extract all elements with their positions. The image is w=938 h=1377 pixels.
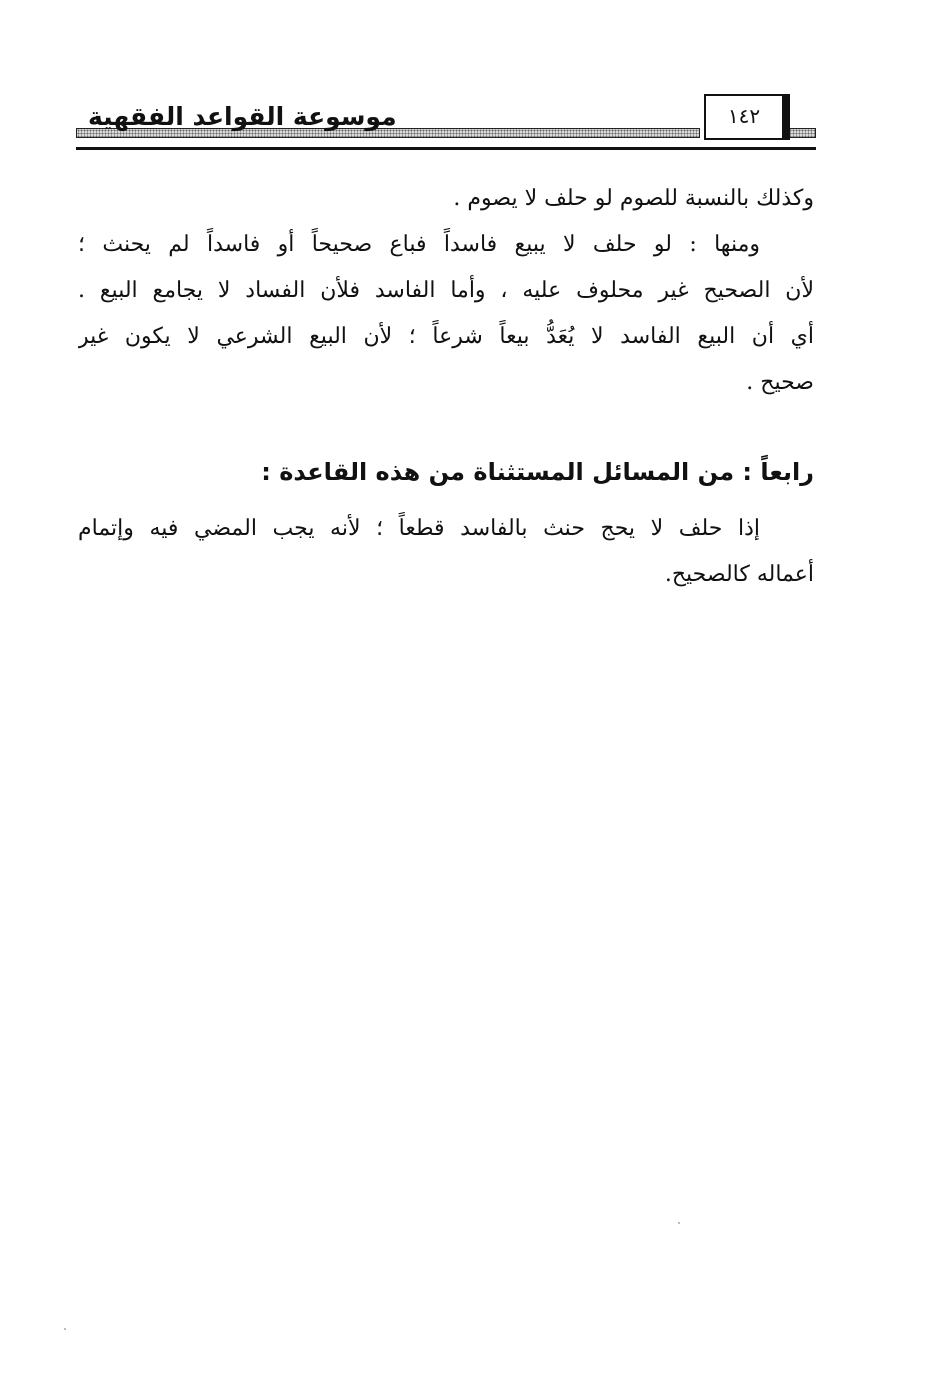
paragraph-2-line-2: لأن الصحيح غير محلوف عليه ، وأما الفاسد فلأن الفساد لا يجامع البيع . <box>78 278 814 303</box>
section-heading: رابعاً : من المسائل المستثناة من هذه القاعدة : <box>261 458 814 486</box>
scan-speck <box>64 1328 66 1330</box>
page-number-box <box>704 94 790 140</box>
paragraph-3-line-2: أعماله كالصحيح. <box>664 562 814 587</box>
paragraph-2 <box>78 222 814 406</box>
paragraph-1-line-1: وكذلك بالنسبة للصوم لو حلف لا يصوم . <box>453 186 814 211</box>
header-title: موسوعة القواعد الفقهية <box>88 102 397 131</box>
paragraph-3-line-1: إذا حلف لا يحج حنث بالفاسد قطعاً ؛ لأنه يجب المضي فيه وإتمام <box>78 516 760 541</box>
paragraph-1 <box>78 176 814 222</box>
header-rule <box>76 147 816 150</box>
scan-speck <box>678 1222 680 1224</box>
header-dotted-band-end <box>788 128 816 138</box>
running-header <box>76 94 816 154</box>
paragraph-2-line-3: أي أن البيع الفاسد لا يُعَدُّ بيعاً شرعاً ؛ لأن البيع الشرعي لا يكون غير <box>78 324 814 349</box>
paragraph-2-line-4: صحيح . <box>746 370 814 395</box>
paragraph-3 <box>78 506 814 598</box>
paragraph-2-line-1: ومنها : لو حلف لا يبيع فاسداً فباع صحيحاً أو فاسداً لم يحنث ؛ <box>78 232 760 257</box>
page-number: ١٤٢ <box>727 104 761 128</box>
